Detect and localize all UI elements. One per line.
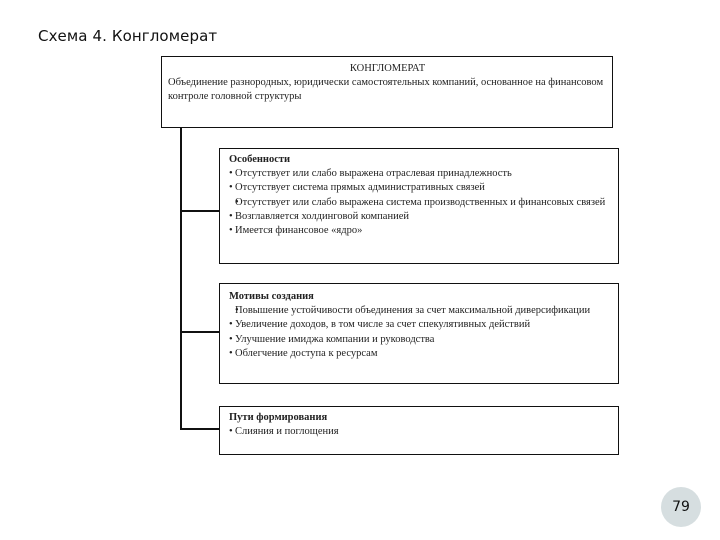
list-item: • Отсутствует или слабо выражена отраслевая принадлежность (229, 167, 610, 181)
connector-features (180, 210, 219, 212)
features-heading: Особенности (229, 154, 291, 165)
conglomerate-heading: КОНГЛОМЕРАТ (349, 63, 426, 74)
slide-title: Схема 4. Конгломерат (38, 27, 218, 45)
conglomerate-definition: Объединение разнородных, юридически самостоятельных компаний, основанное на финансовом контроле головной структуры (168, 77, 604, 103)
conglomerate-definition-box (161, 56, 613, 128)
features-list (229, 167, 610, 238)
connector-trunk (180, 128, 182, 429)
list-item: • Отсутствует или слабо выражена система производственных и финансовых связей (229, 196, 610, 210)
motives-heading: Мотивы создания (229, 291, 314, 302)
list-item: • Повышение устойчивости объединения за счет максимальной диверсификации (229, 304, 610, 318)
list-item: • Имеется финансовое «ядро» (229, 224, 610, 238)
list-item: • Облегчение доступа к ресурсам (229, 347, 610, 361)
paths-list (229, 425, 610, 439)
formation-paths-box (219, 406, 619, 455)
motives-box (219, 283, 619, 384)
motives-list (229, 304, 610, 361)
list-item: • Увеличение доходов, в том числе за счет спекулятивных действий (229, 318, 610, 332)
list-item: • Улучшение имиджа компании и руководства (229, 333, 610, 347)
list-item: • Слияния и поглощения (229, 425, 610, 439)
list-item: • Отсутствует система прямых административных связей (229, 181, 610, 195)
page-number-badge: 79 (661, 487, 701, 527)
features-box (219, 148, 619, 264)
connector-motives (180, 331, 219, 333)
connector-paths (180, 428, 219, 430)
paths-heading: Пути формирования (229, 412, 328, 423)
list-item: • Возглавляется холдинговой компанией (229, 210, 610, 224)
